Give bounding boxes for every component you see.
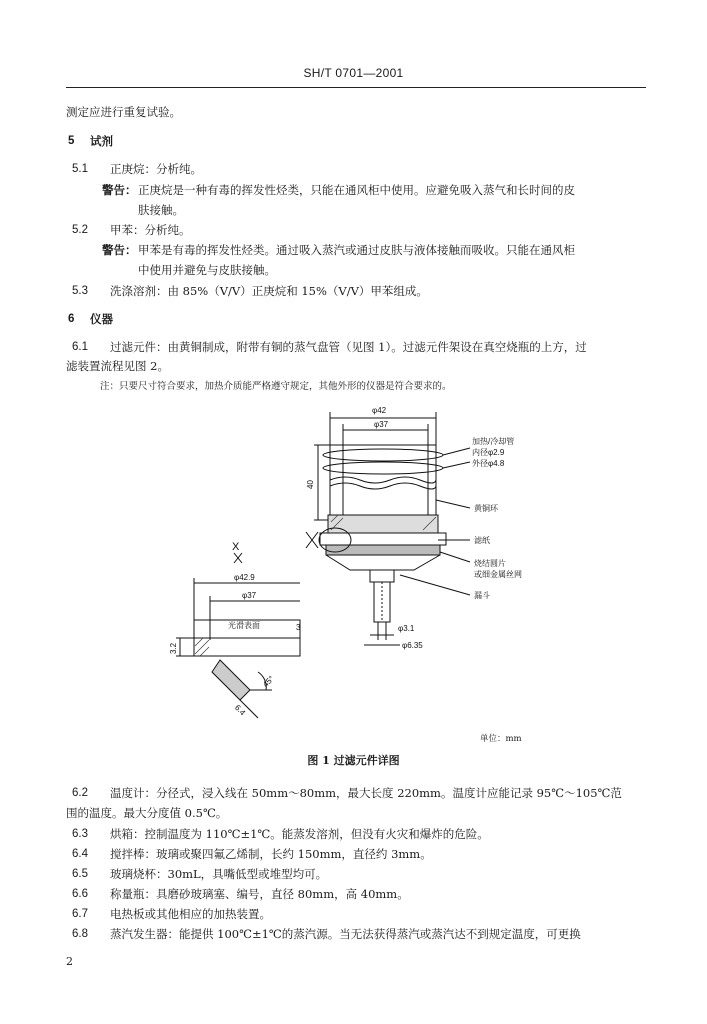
clause-text: 烘箱：控制温度为 110℃±1℃。能蒸发溶剂，但没有火灾和爆炸的危险。 [110,827,489,841]
clause-number: 5.1 [72,163,88,175]
clause-number: 6.1 [72,341,88,353]
dim-label: 6.4 [232,703,248,718]
clause-text: 洗涤溶剂：由 85%（V/V）正庚烷和 15%（V/V）甲苯组成。 [110,284,428,298]
dim-label: φ6.35 [402,641,423,650]
section-heading: 试剂 [90,134,113,148]
clause-text: 过滤元件：由黄铜制成，附带有铜的蒸气盘管（见图 1）。过滤元件架设在真空烧瓶的上方，过 [110,340,587,354]
clause-number: 6.3 [72,828,88,840]
dim-label: 40 [306,480,315,489]
warning-label: 警告： [102,243,137,257]
dim-label: φ3.1 [398,624,415,633]
clause-number: 6.7 [72,908,88,920]
dim-label: 3.2 [169,642,178,654]
callout-label: 外径φ4.8 [472,459,505,468]
figure-caption: 图 1 过滤元件详图 [307,754,400,767]
clause-number: 6.8 [72,928,88,940]
warning-text: 正庚烷是一种有毒的挥发性烃类，只能在通风柜中使用。应避免吸入蒸气和长时间的皮 [138,183,575,197]
clause-number: 6.5 [72,868,88,880]
note-text: 注：只要尺寸符合要求，加热介质能严格遵守规定，其他外形的仪器是符合要求的。 [100,381,452,392]
callout-label: 光滑表面 [228,621,260,630]
callout-label: 烧结圆片 [474,559,506,568]
section-heading: 仪器 [90,312,113,326]
clause-text: 甲苯：分析纯。 [110,223,191,237]
clause-text: 蒸汽发生器：能提供 100℃±1℃的蒸汽源。当无法获得蒸汽或蒸汽达不到规定温度，可更换 [110,927,581,941]
callout-label: 或细金属丝网 [474,570,522,579]
callout-label: 内径φ2.9 [472,448,505,457]
page-number: 2 [66,955,73,968]
clause-text: 称量瓶：具磨砂玻璃塞、编号，直径 80mm，高 40mm。 [110,887,409,901]
warning-text: 甲苯是有毒的挥发性烃类。通过吸入蒸汽或通过皮肤与液体接触而吸收。只能在通风柜 [138,243,575,257]
warning-label: 警告： [102,183,137,197]
callout-label: 加热/冷却管 [472,437,515,446]
clause-text: 搅拌棒：玻璃或聚四氟乙烯制，长约 150mm，直径约 3mm。 [110,847,432,861]
dim-label: φ37 [374,420,389,429]
warning-text: 中使用并避免与皮肤接触。 [138,263,276,277]
clause-number: 6.2 [72,787,88,799]
dim-label: φ37 [242,591,257,600]
callout-label: 黄铜环 [474,504,498,513]
callout-label: 滤纸 [474,536,490,545]
clause-text: 电热板或其他相应的加热装置。 [110,907,271,921]
clause-text: 滤装置流程见图 2。 [66,359,169,373]
clause-text: 温度计：分径式，浸入线在 50mm～80mm，最大长度 220mm。温度计应能记录 95℃～105℃范 [110,786,622,800]
dim-label: 45° [261,674,276,690]
detail-marker: X [232,541,240,553]
clause-text: 正庚烷：分析纯。 [110,162,202,176]
clause-number: 6.6 [72,888,88,900]
dim-label: φ42.9 [234,573,255,582]
callout-label: 漏斗 [474,591,490,600]
text-line: 测定应进行重复试验。 [66,105,181,119]
clause-number: 6.4 [72,848,88,860]
clause-text: 围的温度。最大分度值 0.5℃。 [66,806,228,820]
clause-number: 5.3 [72,285,88,297]
warning-text: 肤接触。 [138,203,184,217]
clause-text: 玻璃烧杯：30mL，具嘴低型或堆型均可。 [110,867,328,881]
section-number: 5 [68,135,75,147]
running-header: SH/T 0701—2001 [303,66,404,80]
dim-label: 3 [296,623,301,632]
dim-label: φ42 [372,406,387,415]
unit-label: 单位：mm [480,734,522,744]
section-number: 6 [68,313,75,325]
clause-number: 5.2 [72,224,88,236]
